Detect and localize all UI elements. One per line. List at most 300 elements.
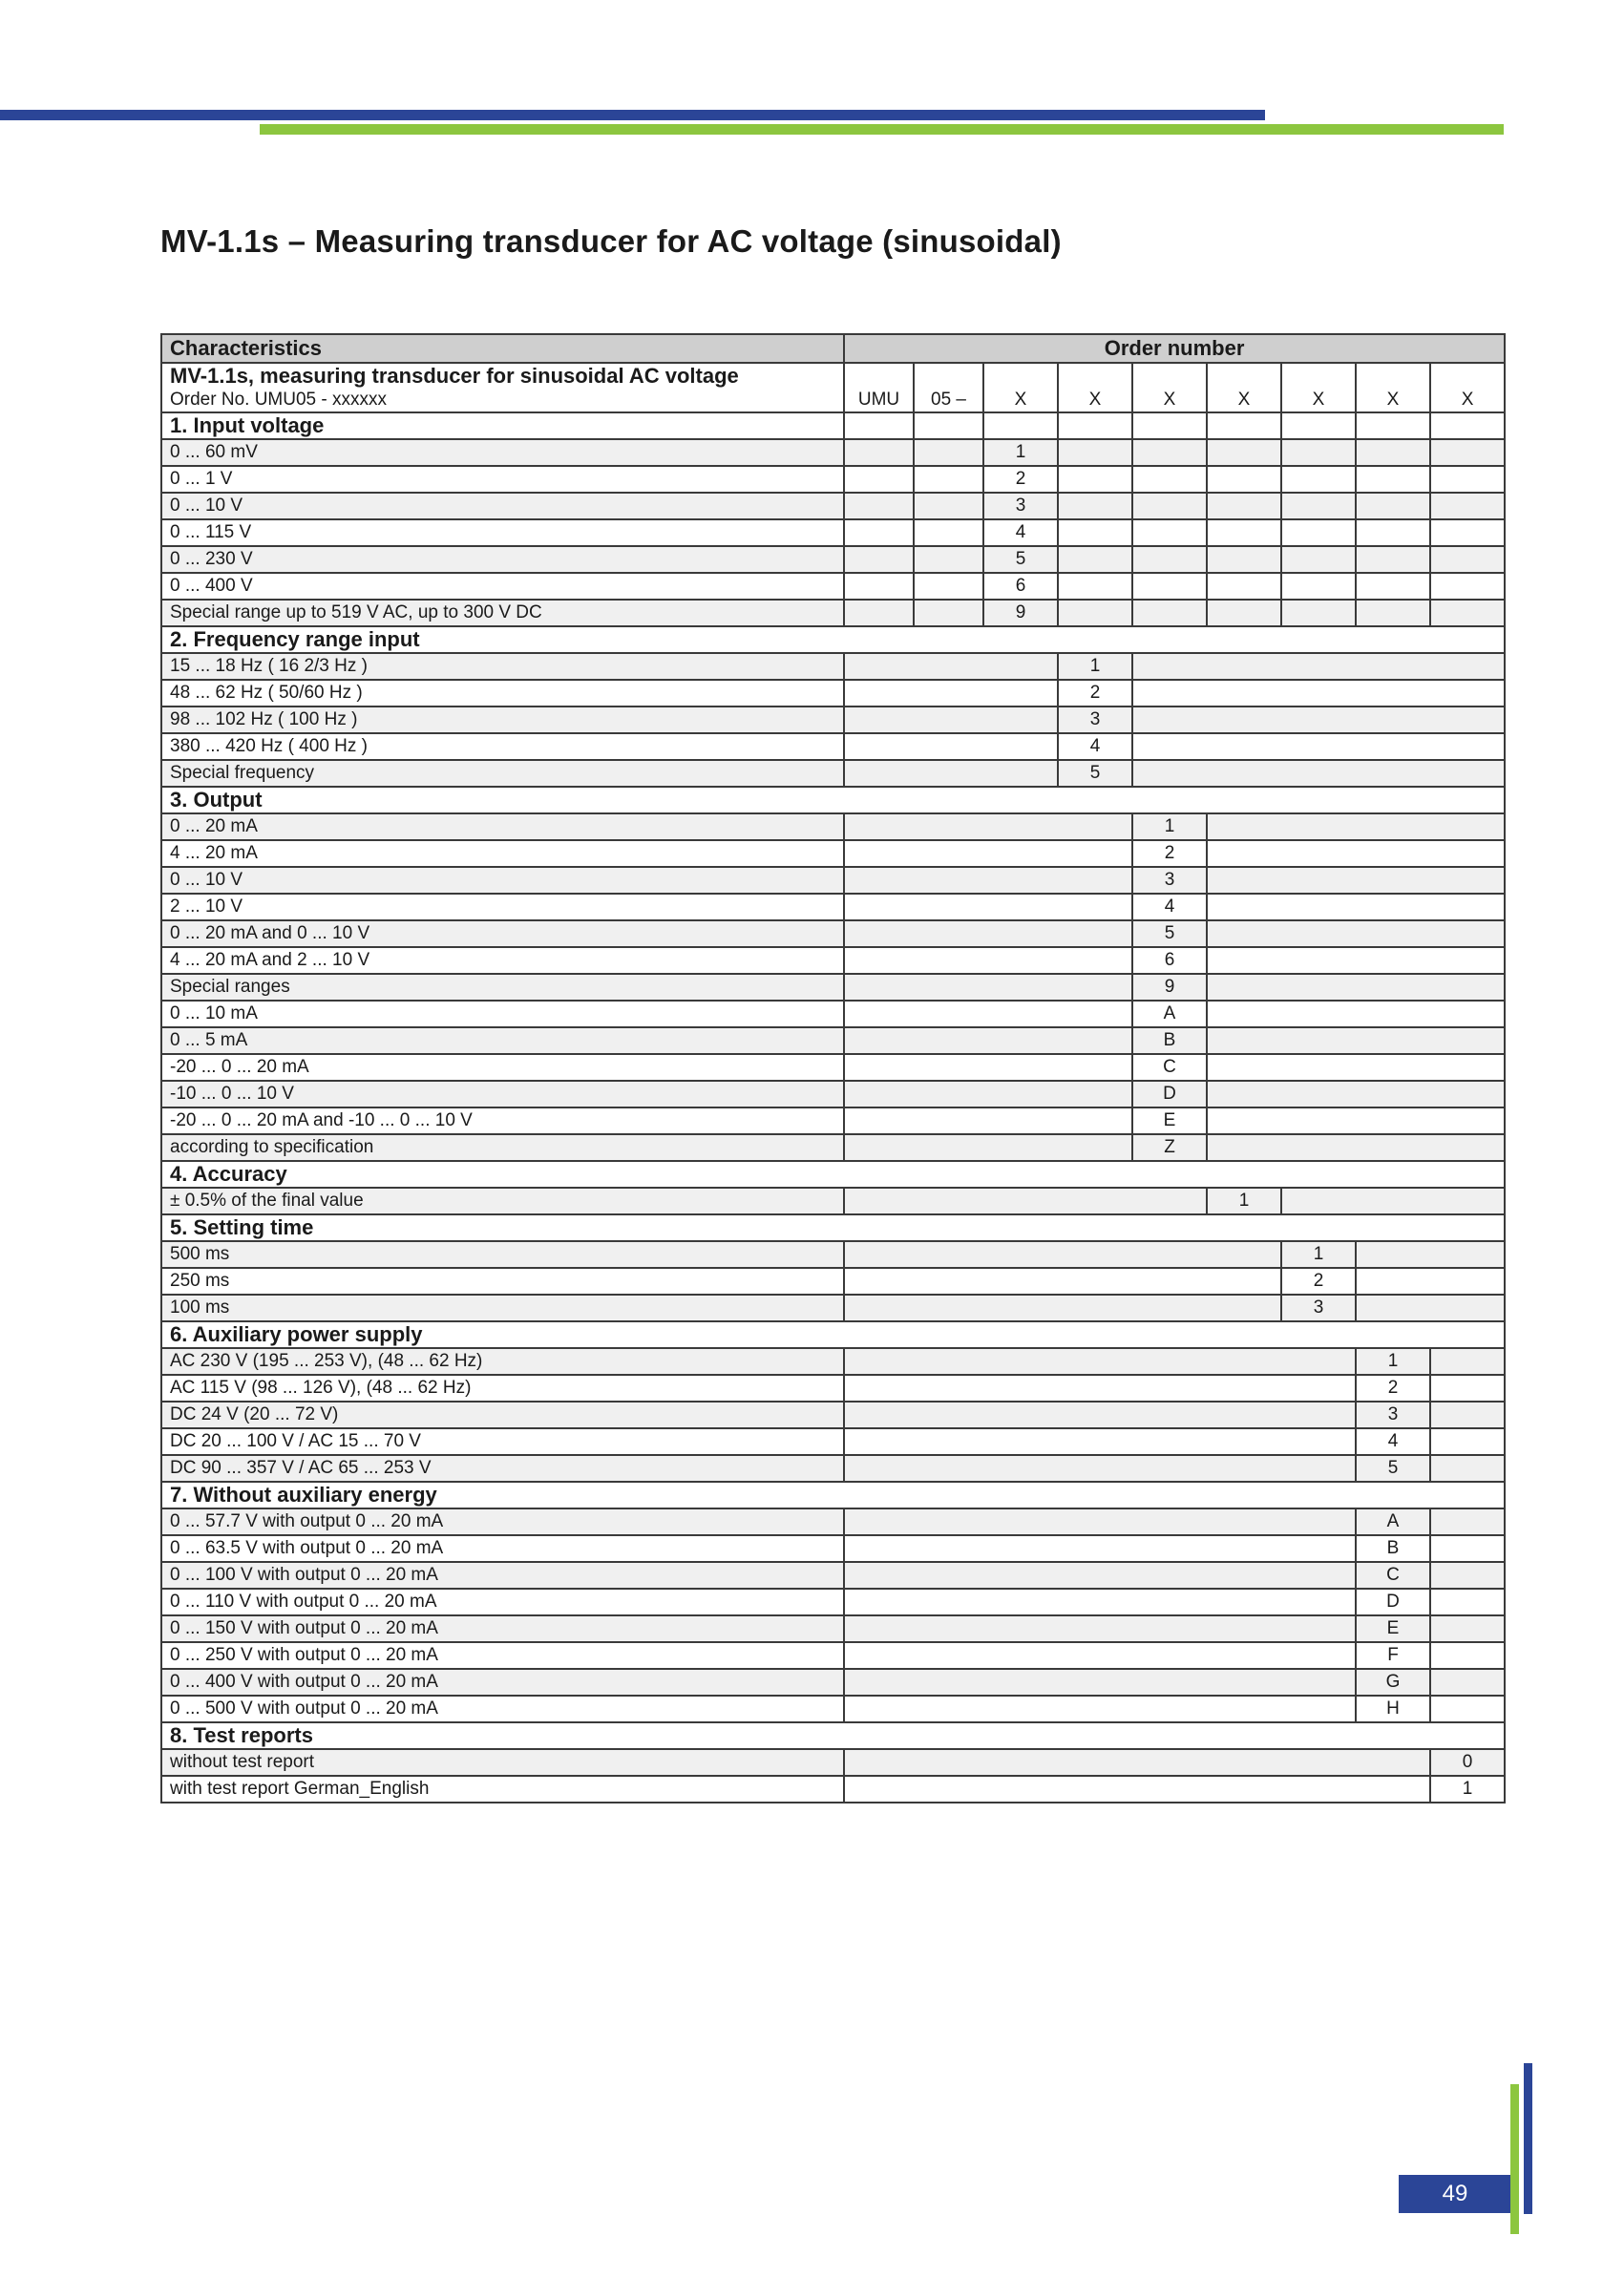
order-code-cell: X [1207,363,1281,412]
empty-cell [1132,680,1505,707]
empty-cell [1356,600,1430,626]
empty-cell [1281,493,1356,519]
table-row [161,439,1505,466]
empty-cell [844,1589,1356,1615]
option-label: 100 ms [161,1295,844,1321]
section-title: 4. Accuracy [161,1161,1505,1188]
empty-cell [1281,573,1356,600]
empty-cell [1207,439,1281,466]
option-label: DC 90 ... 357 V / AC 65 ... 253 V [161,1455,844,1482]
option-code: F [1356,1642,1430,1669]
product-description [161,363,844,412]
option-code: 1 [1132,813,1207,840]
empty-cell [1207,894,1505,920]
option-label: 0 ... 20 mA and 0 ... 10 V [161,920,844,947]
option-label: 0 ... 500 V with output 0 ... 20 mA [161,1696,844,1722]
table-row [161,653,1505,680]
table-row [161,680,1505,707]
option-label: 0 ... 150 V with output 0 ... 20 mA [161,1615,844,1642]
empty-cell [1132,519,1207,546]
empty-cell [1132,760,1505,787]
empty-cell [844,573,914,600]
order-code-cell: X [1132,363,1207,412]
empty-cell [844,1455,1356,1482]
option-code: D [1132,1081,1207,1107]
empty-cell [1207,813,1505,840]
empty-cell [844,1295,1281,1321]
table-row [161,920,1505,947]
empty-cell [1207,1054,1505,1081]
table-row [161,1348,1505,1375]
empty-cell [914,600,983,626]
option-code: 3 [1356,1402,1430,1428]
option-code: A [1356,1508,1430,1535]
empty-cell [983,412,1058,439]
empty-cell [914,519,983,546]
order-code-cell: X [1430,363,1505,412]
option-label: Special range up to 519 V AC, up to 300 V DC [161,600,844,626]
option-label: 0 ... 20 mA [161,813,844,840]
option-code: 9 [1132,974,1207,1001]
empty-cell [1207,412,1281,439]
empty-cell [1058,600,1132,626]
option-code: 3 [1132,867,1207,894]
table-row [161,1268,1505,1295]
empty-cell [1356,573,1430,600]
empty-cell [1058,546,1132,573]
option-label: 98 ... 102 Hz ( 100 Hz ) [161,707,844,733]
empty-cell [844,1027,1132,1054]
option-code: 5 [983,546,1058,573]
option-code: E [1132,1107,1207,1134]
option-label: 500 ms [161,1241,844,1268]
empty-cell [1132,439,1207,466]
empty-cell [844,1562,1356,1589]
empty-cell [844,519,914,546]
option-code: 2 [1132,840,1207,867]
option-code: 2 [1058,680,1132,707]
option-code: 1 [983,439,1058,466]
option-code: A [1132,1001,1207,1027]
empty-cell [1207,974,1505,1001]
section-title: 6. Auxiliary power supply [161,1321,1505,1348]
empty-cell [844,1642,1356,1669]
table-row [161,813,1505,840]
product-row [161,363,1505,412]
option-label: 0 ... 60 mV [161,439,844,466]
option-label: 0 ... 10 V [161,867,844,894]
table-row [161,1589,1505,1615]
table-row [161,1535,1505,1562]
side-blue-bar [1524,2063,1532,2214]
option-label: 48 ... 62 Hz ( 50/60 Hz ) [161,680,844,707]
section-title: 2. Frequency range input [161,626,1505,653]
option-label: 0 ... 115 V [161,519,844,546]
table-row [161,1776,1505,1803]
option-code: 3 [1281,1295,1356,1321]
table-row [161,1295,1505,1321]
section-title: 1. Input voltage [161,412,844,439]
option-code: B [1132,1027,1207,1054]
product-order-no: Order No. UMU05 - xxxxxx [170,390,387,410]
option-code: 2 [1356,1375,1430,1402]
table-row [161,1669,1505,1696]
option-label: Special ranges [161,974,844,1001]
empty-cell [844,1776,1430,1803]
table-row [161,1402,1505,1428]
option-label: Special frequency [161,760,844,787]
table-row [161,947,1505,974]
empty-cell [1430,1696,1505,1722]
empty-cell [1207,1107,1505,1134]
table-row [161,1455,1505,1482]
option-label: DC 20 ... 100 V / AC 15 ... 70 V [161,1428,844,1455]
empty-cell [914,493,983,519]
empty-cell [1132,573,1207,600]
option-label: 0 ... 1 V [161,466,844,493]
empty-cell [844,813,1132,840]
empty-cell [1430,493,1505,519]
empty-cell [844,867,1132,894]
empty-cell [1281,600,1356,626]
option-code: 1 [1356,1348,1430,1375]
empty-cell [1132,412,1207,439]
empty-cell [844,493,914,519]
empty-cell [1207,1081,1505,1107]
empty-cell [1430,466,1505,493]
table-row [161,733,1505,760]
option-code: 1 [1281,1241,1356,1268]
top-blue-bar [0,110,1265,120]
order-code-cell: X [1058,363,1132,412]
empty-cell [844,707,1058,733]
empty-cell [844,1001,1132,1027]
empty-cell [844,1054,1132,1081]
empty-cell [1207,600,1281,626]
empty-cell [844,1188,1207,1214]
empty-cell [1356,412,1430,439]
table-row [161,1696,1505,1722]
table-row [161,1428,1505,1455]
section-header-row [161,626,1505,653]
empty-cell [844,1375,1356,1402]
option-label: 0 ... 250 V with output 0 ... 20 mA [161,1642,844,1669]
empty-cell [844,1508,1356,1535]
section-title: 3. Output [161,787,1505,813]
empty-cell [1356,439,1430,466]
empty-cell [1058,412,1132,439]
empty-cell [1058,573,1132,600]
table-row [161,974,1505,1001]
empty-cell [1207,1001,1505,1027]
option-code: 3 [1058,707,1132,733]
option-label: 250 ms [161,1268,844,1295]
empty-cell [844,466,914,493]
section-header-row [161,1722,1505,1749]
empty-cell [844,1402,1356,1428]
section-header-row [161,1321,1505,1348]
option-label: -10 ... 0 ... 10 V [161,1081,844,1107]
table-row [161,840,1505,867]
table-row [161,1749,1505,1776]
option-code: E [1356,1615,1430,1642]
empty-cell [1430,1669,1505,1696]
section-title: 8. Test reports [161,1722,1505,1749]
option-code: 4 [983,519,1058,546]
empty-cell [1430,600,1505,626]
table-row [161,1001,1505,1027]
empty-cell [1207,867,1505,894]
empty-cell [1281,439,1356,466]
option-label: AC 115 V (98 ... 126 V), (48 ... 62 Hz) [161,1375,844,1402]
empty-cell [1430,1615,1505,1642]
option-label: ± 0.5% of the final value [161,1188,844,1214]
table-row [161,546,1505,573]
table-row [161,1027,1505,1054]
empty-cell [1356,519,1430,546]
order-code-cell: X [1281,363,1356,412]
empty-cell [1132,546,1207,573]
option-label: 4 ... 20 mA [161,840,844,867]
table-row [161,1054,1505,1081]
empty-cell [844,840,1132,867]
empty-cell [1430,1535,1505,1562]
option-label: -20 ... 0 ... 20 mA and -10 ... 0 ... 10 V [161,1107,844,1134]
empty-cell [1430,1455,1505,1482]
order-code-cell: UMU [844,363,914,412]
table-row [161,1375,1505,1402]
empty-cell [1207,920,1505,947]
empty-cell [1132,733,1505,760]
empty-cell [1430,439,1505,466]
option-code: 0 [1430,1749,1505,1776]
empty-cell [1430,1589,1505,1615]
table-row [161,600,1505,626]
empty-cell [844,894,1132,920]
option-label: 0 ... 230 V [161,546,844,573]
empty-cell [844,920,1132,947]
option-label: 4 ... 20 mA and 2 ... 10 V [161,947,844,974]
empty-cell [844,1241,1281,1268]
empty-cell [1430,1642,1505,1669]
section-title: 7. Without auxiliary energy [161,1482,1505,1508]
empty-cell [844,1749,1430,1776]
empty-cell [1356,1268,1505,1295]
empty-cell [844,1615,1356,1642]
table-row [161,1081,1505,1107]
option-code: D [1356,1589,1430,1615]
empty-cell [914,466,983,493]
empty-cell [914,546,983,573]
empty-cell [844,1268,1281,1295]
option-label: DC 24 V (20 ... 72 V) [161,1402,844,1428]
empty-cell [1132,707,1505,733]
empty-cell [844,1428,1356,1455]
empty-cell [844,439,914,466]
option-code: 4 [1058,733,1132,760]
empty-cell [914,412,983,439]
table-header-row [161,334,1505,363]
option-code: H [1356,1696,1430,1722]
table-row [161,894,1505,920]
section-header-row [161,1482,1505,1508]
option-label: without test report [161,1749,844,1776]
empty-cell [844,947,1132,974]
empty-cell [1281,1188,1505,1214]
option-code: 4 [1356,1428,1430,1455]
empty-cell [844,653,1058,680]
option-code: C [1356,1562,1430,1589]
table-row [161,493,1505,519]
empty-cell [844,600,914,626]
option-code: 1 [1430,1776,1505,1803]
empty-cell [914,439,983,466]
empty-cell [844,546,914,573]
empty-cell [1430,546,1505,573]
table-row [161,1508,1505,1535]
empty-cell [1207,840,1505,867]
empty-cell [1058,439,1132,466]
empty-cell [844,680,1058,707]
empty-cell [844,1107,1132,1134]
empty-cell [1207,1134,1505,1161]
option-code: 9 [983,600,1058,626]
empty-cell [1281,412,1356,439]
empty-cell [1207,1027,1505,1054]
table-row [161,1107,1505,1134]
empty-cell [1207,573,1281,600]
option-code: G [1356,1669,1430,1696]
top-green-bar [260,124,1504,135]
empty-cell [1430,1375,1505,1402]
option-code: B [1356,1535,1430,1562]
empty-cell [1430,519,1505,546]
table-row [161,1241,1505,1268]
empty-cell [844,1134,1132,1161]
section-header-row [161,787,1505,813]
option-code: 4 [1132,894,1207,920]
empty-cell [1281,519,1356,546]
empty-cell [844,1535,1356,1562]
empty-cell [1430,412,1505,439]
order-code-cell: X [1356,363,1430,412]
empty-cell [1058,519,1132,546]
empty-cell [1132,466,1207,493]
empty-cell [1430,1428,1505,1455]
option-label: 0 ... 57.7 V with output 0 ... 20 mA [161,1508,844,1535]
section-header-row [161,1161,1505,1188]
option-label: 0 ... 100 V with output 0 ... 20 mA [161,1562,844,1589]
option-code: 1 [1207,1188,1281,1214]
empty-cell [844,1348,1356,1375]
side-green-bar [1510,2084,1519,2234]
empty-cell [1207,493,1281,519]
option-label: 0 ... 5 mA [161,1027,844,1054]
order-number-table [160,333,1506,1803]
header-order-number: Order number [844,334,1505,363]
empty-cell [1132,653,1505,680]
option-code: 5 [1132,920,1207,947]
empty-cell [844,412,914,439]
page-number: 49 [1399,2175,1511,2213]
table-row [161,573,1505,600]
table-row [161,1562,1505,1589]
empty-cell [914,573,983,600]
option-label: 380 ... 420 Hz ( 400 Hz ) [161,733,844,760]
table-row [161,1134,1505,1161]
option-label: 0 ... 10 mA [161,1001,844,1027]
empty-cell [1356,1241,1505,1268]
option-code: 5 [1356,1455,1430,1482]
option-label: -20 ... 0 ... 20 mA [161,1054,844,1081]
empty-cell [1058,466,1132,493]
table-row [161,1188,1505,1214]
option-code: 3 [983,493,1058,519]
option-code: 6 [983,573,1058,600]
section-title: 5. Setting time [161,1214,1505,1241]
empty-cell [1430,573,1505,600]
empty-cell [1058,493,1132,519]
section-header-row [161,1214,1505,1241]
empty-cell [1356,546,1430,573]
header-characteristics: Characteristics [161,334,844,363]
section-header-row [161,412,1505,439]
empty-cell [844,1696,1356,1722]
empty-cell [1356,466,1430,493]
option-label: 0 ... 63.5 V with output 0 ... 20 mA [161,1535,844,1562]
option-code: C [1132,1054,1207,1081]
option-label: with test report German_English [161,1776,844,1803]
option-label: AC 230 V (195 ... 253 V), (48 ... 62 Hz) [161,1348,844,1375]
empty-cell [1207,466,1281,493]
option-label: according to specification [161,1134,844,1161]
table-row [161,760,1505,787]
option-label: 0 ... 110 V with output 0 ... 20 mA [161,1589,844,1615]
option-label: 0 ... 400 V with output 0 ... 20 mA [161,1669,844,1696]
empty-cell [1281,466,1356,493]
empty-cell [1207,947,1505,974]
empty-cell [844,1081,1132,1107]
option-code: 2 [1281,1268,1356,1295]
empty-cell [1356,493,1430,519]
option-code: 5 [1058,760,1132,787]
empty-cell [1430,1348,1505,1375]
empty-cell [1430,1562,1505,1589]
page-title: MV-1.1s – Measuring transducer for AC voltage (sinusoidal) [160,223,1062,259]
option-code: 2 [983,466,1058,493]
option-label: 0 ... 400 V [161,573,844,600]
empty-cell [844,1669,1356,1696]
option-label: 15 ... 18 Hz ( 16 2/3 Hz ) [161,653,844,680]
empty-cell [1207,546,1281,573]
empty-cell [844,974,1132,1001]
empty-cell [1132,600,1207,626]
table-row [161,867,1505,894]
option-label: 2 ... 10 V [161,894,844,920]
table-row [161,519,1505,546]
order-code-cell: 05 – [914,363,983,412]
empty-cell [1430,1402,1505,1428]
empty-cell [1356,1295,1505,1321]
table-row [161,1642,1505,1669]
order-code-cell: X [983,363,1058,412]
empty-cell [1132,493,1207,519]
empty-cell [844,760,1058,787]
option-label: 0 ... 10 V [161,493,844,519]
option-code: 6 [1132,947,1207,974]
empty-cell [1281,546,1356,573]
table-row [161,707,1505,733]
